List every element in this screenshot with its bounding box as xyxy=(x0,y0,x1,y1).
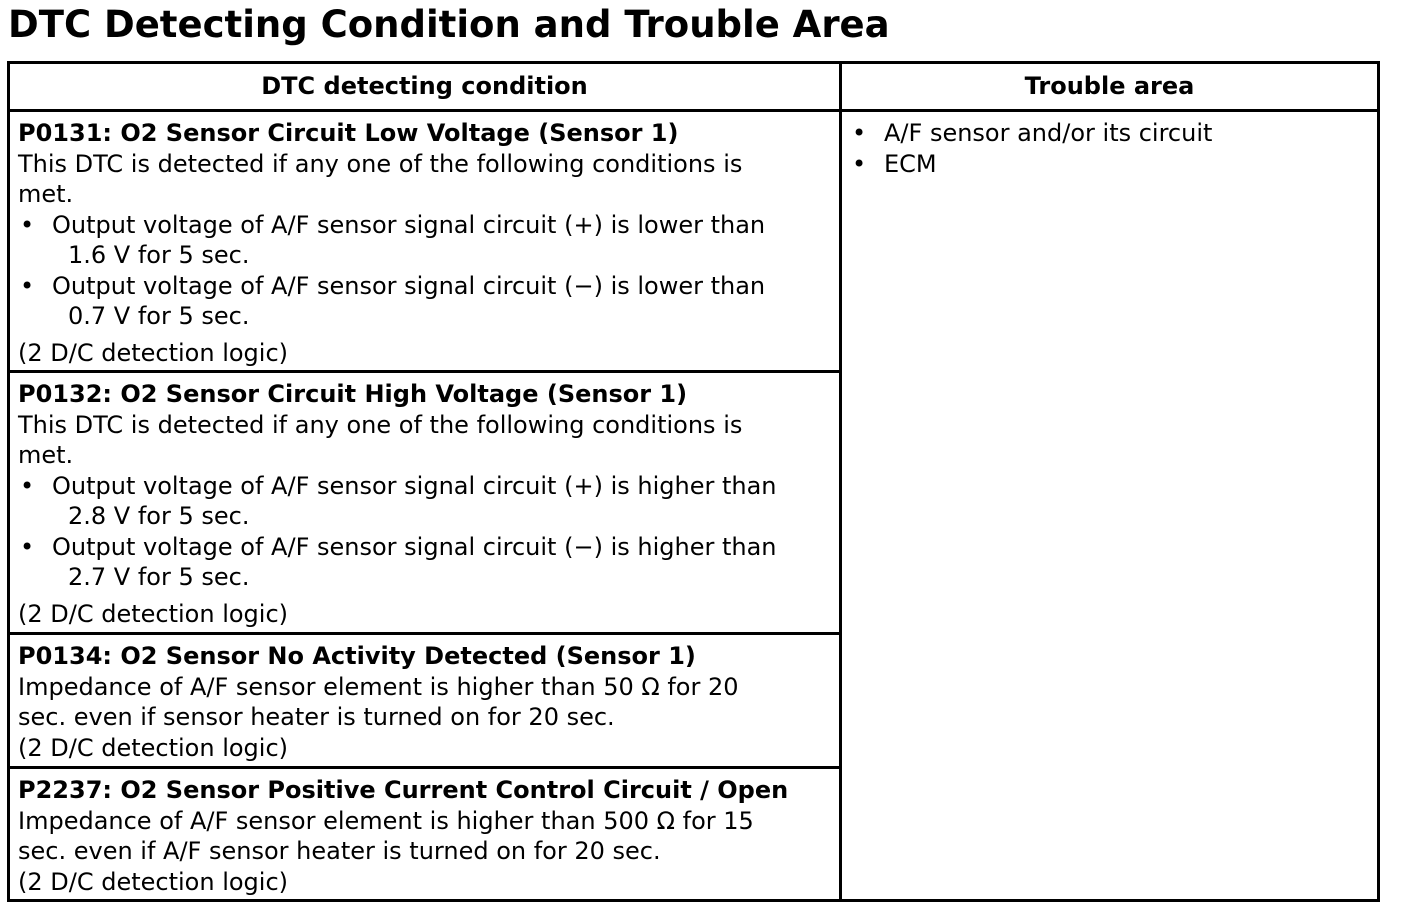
dtc-row-p2237 xyxy=(10,769,839,897)
dtc-code: P0134: O2 Sensor No Activity Detected (Sensor 1) xyxy=(18,642,696,670)
dtc-row-p0131 xyxy=(10,112,839,368)
condition-item xyxy=(18,471,839,532)
condition-item xyxy=(18,532,839,593)
condition-text: Output voltage of A/F sensor signal circuit (−) is higher than xyxy=(52,532,777,561)
trouble-area-cell xyxy=(842,112,1377,179)
header-trouble: Trouble area xyxy=(1024,72,1195,100)
dtc-intro: met. xyxy=(18,180,74,208)
bullet-icon: • xyxy=(20,471,35,500)
dtc-code: P0132: O2 Sensor Circuit High Voltage (Sensor 1) xyxy=(18,380,688,408)
condition-item xyxy=(18,271,839,332)
dtc-table xyxy=(7,61,1380,902)
condition-item xyxy=(18,210,839,271)
dtc-code: P0131: O2 Sensor Circuit Low Voltage (Sensor 1) xyxy=(18,119,679,147)
condition-text: Output voltage of A/F sensor signal circuit (+) is lower than xyxy=(52,210,766,239)
condition-text: 2.8 V for 5 sec. xyxy=(68,502,250,530)
detection-logic: (2 D/C detection logic) xyxy=(18,338,288,367)
dtc-code: P2237: O2 Sensor Positive Current Control Circuit / Open xyxy=(18,776,789,804)
dtc-description: Impedance of A/F sensor element is higher than 500 Ω for 15 xyxy=(18,806,754,835)
condition-text: 0.7 V for 5 sec. xyxy=(68,302,250,330)
bullet-icon: • xyxy=(852,149,867,178)
bullet-icon: • xyxy=(20,210,35,239)
column-divider xyxy=(839,64,842,899)
page-title: DTC Detecting Condition and Trouble Area xyxy=(8,3,890,46)
condition-text: Output voltage of A/F sensor signal circuit (+) is higher than xyxy=(52,471,777,500)
detection-logic: (2 D/C detection logic) xyxy=(18,599,288,628)
bullet-icon: • xyxy=(20,271,35,300)
dtc-description: sec. even if A/F sensor heater is turned on for 20 sec. xyxy=(18,837,661,865)
trouble-text: ECM xyxy=(884,149,937,178)
dtc-description: sec. even if sensor heater is turned on for 20 sec. xyxy=(18,703,615,731)
trouble-text: A/F sensor and/or its circuit xyxy=(884,119,1213,147)
detection-logic: (2 D/C detection logic) xyxy=(18,733,288,762)
header-condition: DTC detecting condition xyxy=(261,72,588,100)
detection-logic: (2 D/C detection logic) xyxy=(18,867,288,896)
condition-text: Output voltage of A/F sensor signal circuit (−) is lower than xyxy=(52,271,766,300)
bullet-icon: • xyxy=(852,119,867,147)
condition-text: 2.7 V for 5 sec. xyxy=(68,563,250,591)
dtc-intro: This DTC is detected if any one of the following conditions is xyxy=(18,149,743,178)
dtc-intro: This DTC is detected if any one of the following conditions is xyxy=(18,410,743,439)
dtc-description: Impedance of A/F sensor element is higher than 50 Ω for 20 xyxy=(18,672,739,701)
bullet-icon: • xyxy=(20,532,35,561)
dtc-row-p0132 xyxy=(10,373,839,629)
trouble-item xyxy=(852,118,1377,149)
trouble-item xyxy=(852,149,1377,180)
dtc-row-p0134 xyxy=(10,635,839,763)
condition-text: 1.6 V for 5 sec. xyxy=(68,241,250,269)
dtc-intro: met. xyxy=(18,441,74,469)
